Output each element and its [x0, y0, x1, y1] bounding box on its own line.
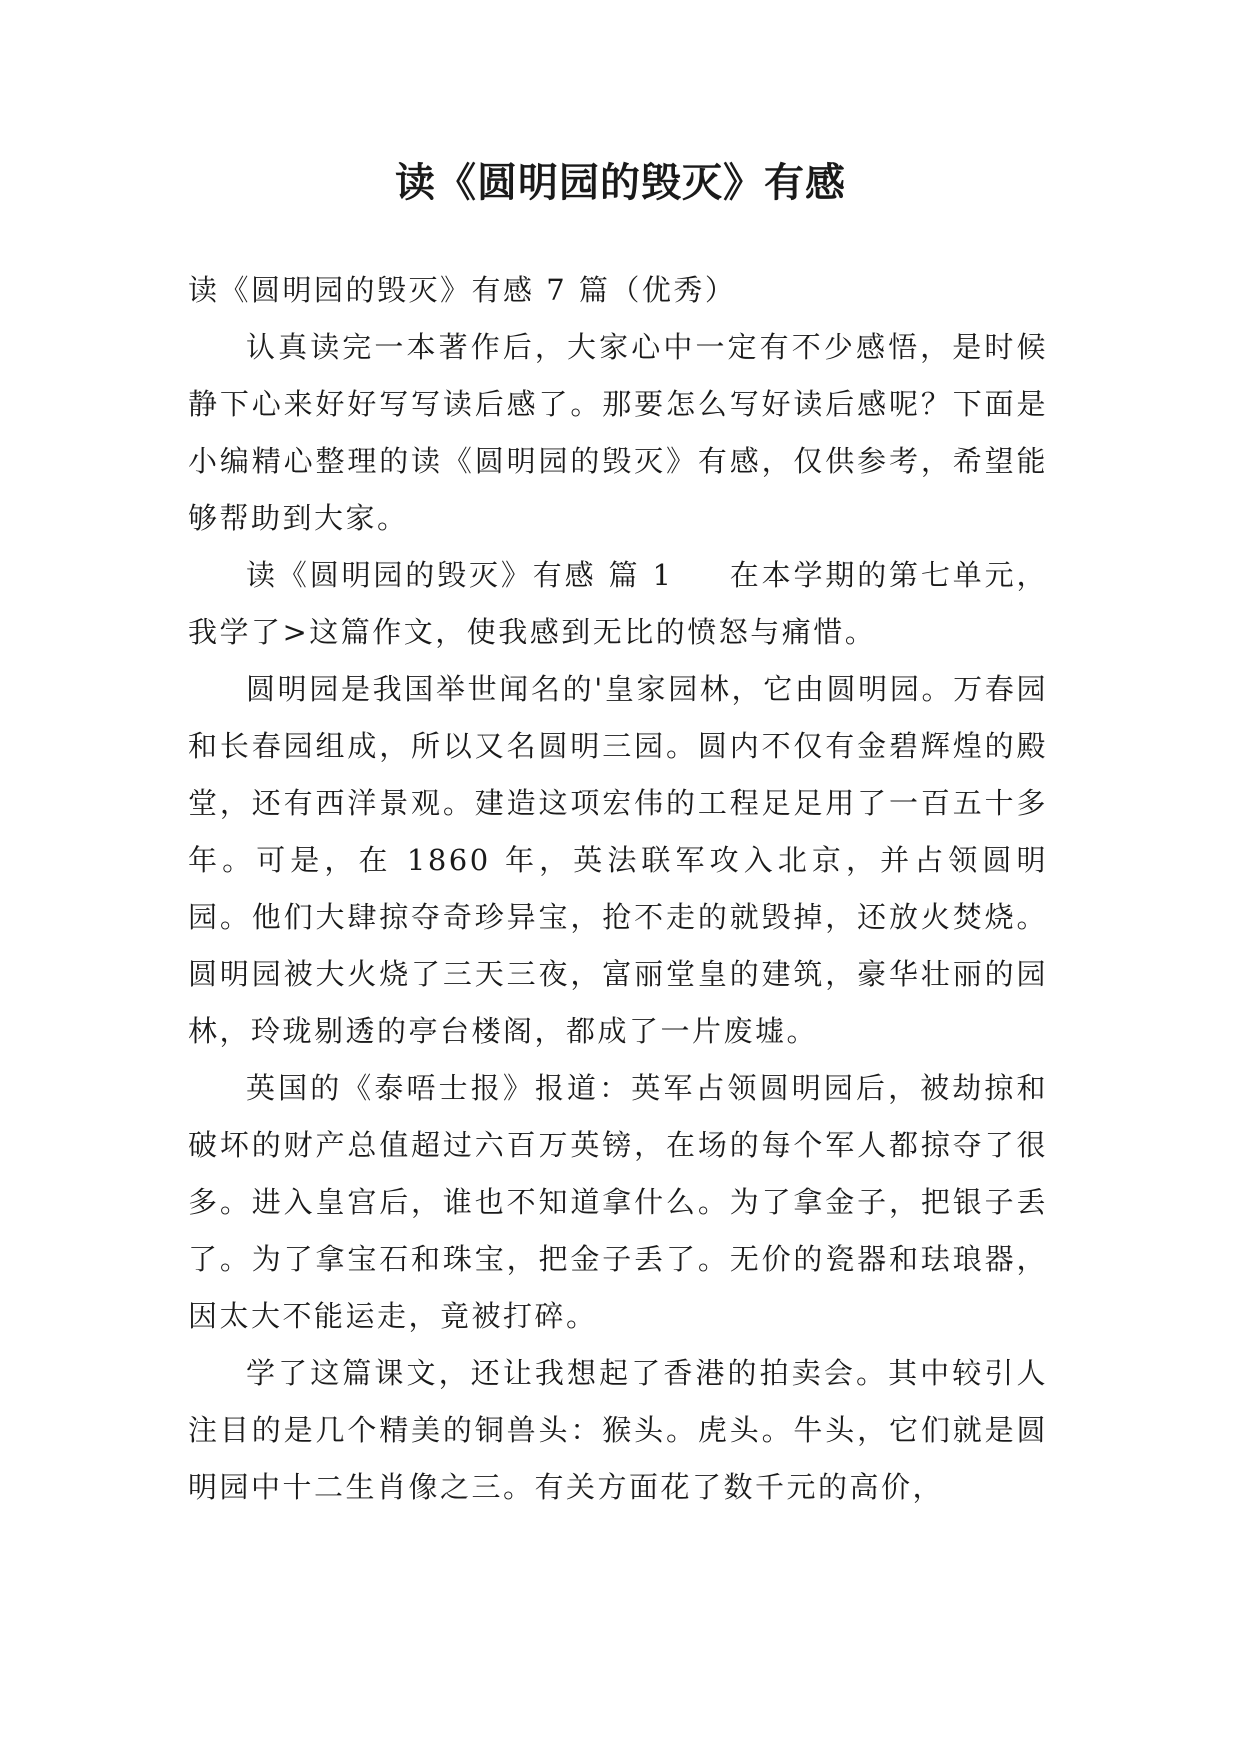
body-paragraph: 圆明园是我国举世闻名的'皇家园林，它由圆明园。万春园和长春园组成，所以又名圆明三园。圆内不仅有金碧辉煌的殿堂，还有西洋景观。建造这项宏伟的工程足足用了一百五十多年。可是，在 1860 年，英法联军攻入北京，并占领圆明园。他们大肆掠夺奇珍异宝，抢不走的就毁掉，还放火焚烧。圆明园被大火烧了三天三夜，富丽堂皇的建筑，豪华壮丽的园林，玲珑剔透的亭台楼阁，都成了一片废墟。: [188, 672, 1048, 1048]
body-paragraph: 英国的《泰唔士报》报道：英军占领圆明园后，被劫掠和破坏的财产总值超过六百万英镑，在场的每个军人都掠夺了很多。进入皇宫后，谁也不知道拿什么。为了拿金子，把银子丢了。为了拿宝石和珠宝，把金子丢了。无价的瓷器和珐琅器，因太大不能运走，竟被打碎。: [188, 1071, 1048, 1333]
section-1-heading: 读《圆明园的毁灭》有感 篇 1: [246, 558, 674, 592]
section-1-first-text: 在本学期的第七单元，我学了>这篇作文，使我感到无比的愤怒与痛惜。: [188, 558, 1048, 649]
document-subtitle: 读《圆明园的毁灭》有感 7 篇（优秀）: [188, 273, 737, 307]
document-body: [188, 262, 1048, 1516]
section-1-paragraph: [188, 547, 1048, 661]
intro-paragraph: 认真读完一本著作后，大家心中一定有不少感悟，是时候静下心来好好写写读后感了。那要怎么写好读后感呢？下面是小编精心整理的读《圆明园的毁灭》有感，仅供参考，希望能够帮助到大家。: [188, 330, 1048, 535]
document-title: 读《圆明园的毁灭》有感: [395, 159, 846, 206]
body-paragraph: 学了这篇课文，还让我想起了香港的拍卖会。其中较引人注目的是几个精美的铜兽头：猴头。虎头。牛头，它们就是圆明园中十二生肖像之三。有关方面花了数千元的高价，: [188, 1356, 1048, 1504]
